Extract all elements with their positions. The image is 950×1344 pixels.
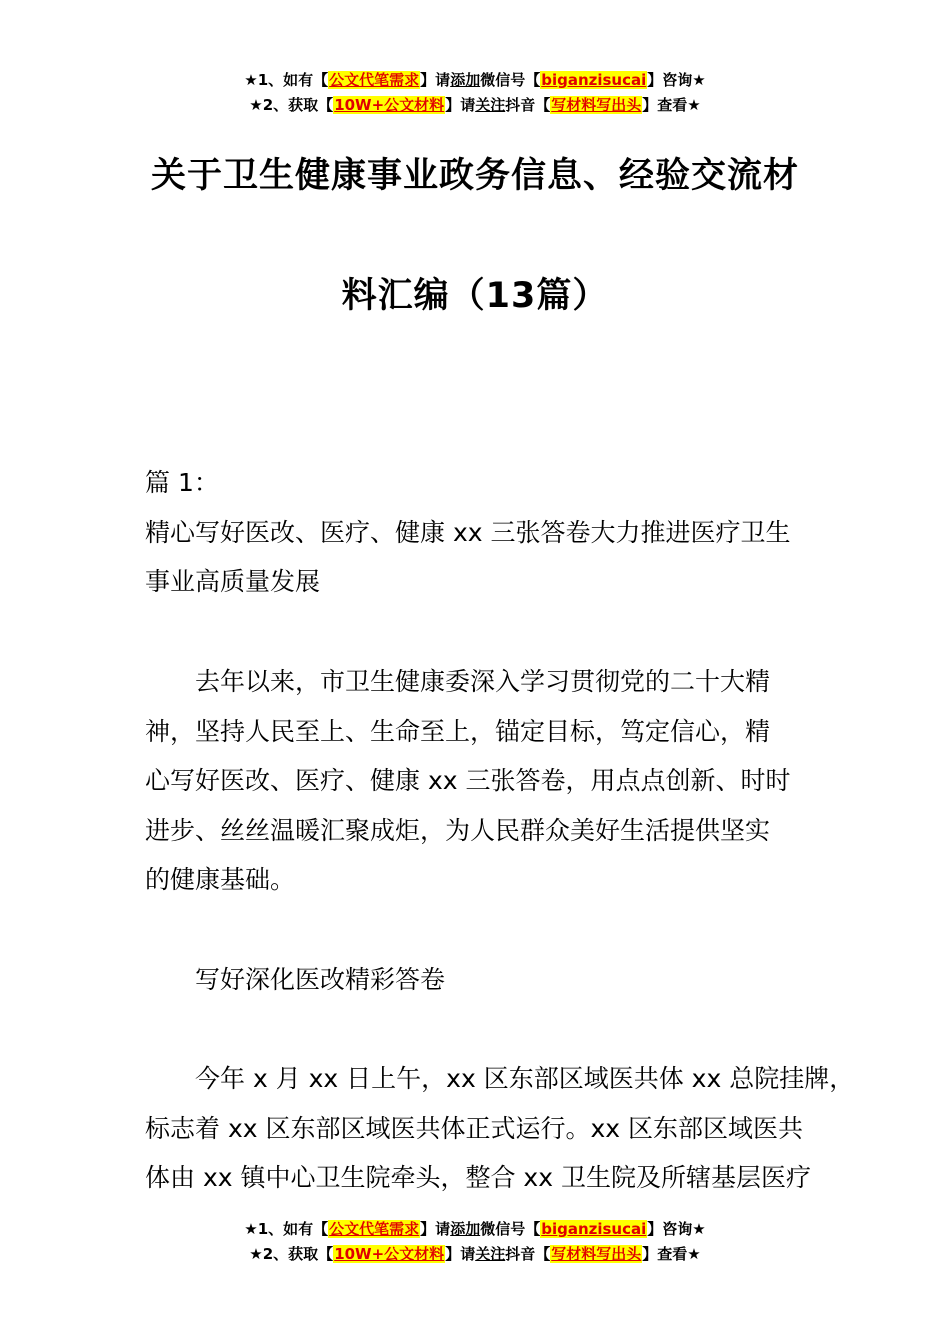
banner-text: 】请 xyxy=(420,1220,451,1238)
banner-text: 】请 xyxy=(445,1245,476,1263)
paragraph-line: 体由 xx 镇中心卫生院牵头，整合 xx 卫生院及所辖基层医疗 xyxy=(145,1163,811,1192)
paragraph-line: 神，坚持人民至上、生命至上，锚定目标，笃定信心，精 xyxy=(145,717,771,746)
banner-text: ★2、获取【 xyxy=(249,1245,334,1263)
banner-underlined: 添加 xyxy=(450,1220,481,1238)
banner-underlined: 关注 xyxy=(475,1245,506,1263)
banner-text: 微信号【 xyxy=(480,1220,541,1238)
banner-text: 】咨询★ xyxy=(647,71,706,89)
section-heading: 写好深化医改精彩答卷 xyxy=(195,965,446,994)
paragraph-line: 心写好医改、医疗、健康 xx 三张答卷，用点点创新、时时 xyxy=(145,766,791,795)
document-title-line-2: 料汇编（13篇） xyxy=(341,276,609,316)
paragraph-line: 的健康基础。 xyxy=(145,865,296,894)
banner-highlight: biganzisucai xyxy=(541,71,647,89)
banner-text: ★1、如有【 xyxy=(244,1220,329,1238)
paragraph-line: 进步、丝丝温暖汇聚成炬，为人民群众美好生活提供坚实 xyxy=(145,816,771,845)
paragraph-line: 标志着 xx 区东部区域医共体正式运行。xx 区东部区域医共 xyxy=(145,1114,804,1143)
banner-text: 抖音【 xyxy=(505,1245,551,1263)
banner-text: 抖音【 xyxy=(505,96,551,114)
section-label: 篇 1： xyxy=(145,468,219,497)
banner-highlight: 公文代笔需求 xyxy=(329,71,420,89)
banner-line-1 xyxy=(0,68,950,93)
banner-text: ★1、如有【 xyxy=(244,71,329,89)
banner-highlight: 10W+公文材料 xyxy=(334,96,445,114)
banner-highlight: 写材料写出头 xyxy=(551,96,642,114)
document-title-line-1: 关于卫生健康事业政务信息、经验交流材 xyxy=(150,156,799,196)
banner-highlight: 10W+公文材料 xyxy=(334,1245,445,1263)
banner-text: 】请 xyxy=(445,96,476,114)
banner-highlight: 写材料写出头 xyxy=(551,1245,642,1263)
banner-text: ★2、获取【 xyxy=(249,96,334,114)
banner-highlight: biganzisucai xyxy=(541,1220,647,1238)
banner-text: 微信号【 xyxy=(480,71,541,89)
banner-underlined: 关注 xyxy=(475,96,506,114)
paragraph-line: 今年 x 月 xx 日上午，xx 区东部区域医共体 xx 总院挂牌， xyxy=(195,1064,855,1093)
banner-underlined: 添加 xyxy=(450,71,481,89)
banner-text: 】查看★ xyxy=(642,1245,701,1263)
bottom-banner xyxy=(0,1217,950,1267)
banner-highlight: 公文代笔需求 xyxy=(329,1220,420,1238)
banner-line-2 xyxy=(0,93,950,118)
banner-text: 】咨询★ xyxy=(647,1220,706,1238)
paragraph-line: 去年以来，市卫生健康委深入学习贯彻党的二十大精 xyxy=(195,667,771,696)
subtitle-line-1: 精心写好医改、医疗、健康 xx 三张答卷大力推进医疗卫生 xyxy=(145,518,791,547)
banner-text: 】查看★ xyxy=(642,96,701,114)
banner-line-2 xyxy=(0,1242,950,1267)
subtitle-line-2: 事业高质量发展 xyxy=(145,567,321,596)
banner-line-1 xyxy=(0,1217,950,1242)
banner-text: 】请 xyxy=(420,71,451,89)
top-banner xyxy=(0,68,950,118)
